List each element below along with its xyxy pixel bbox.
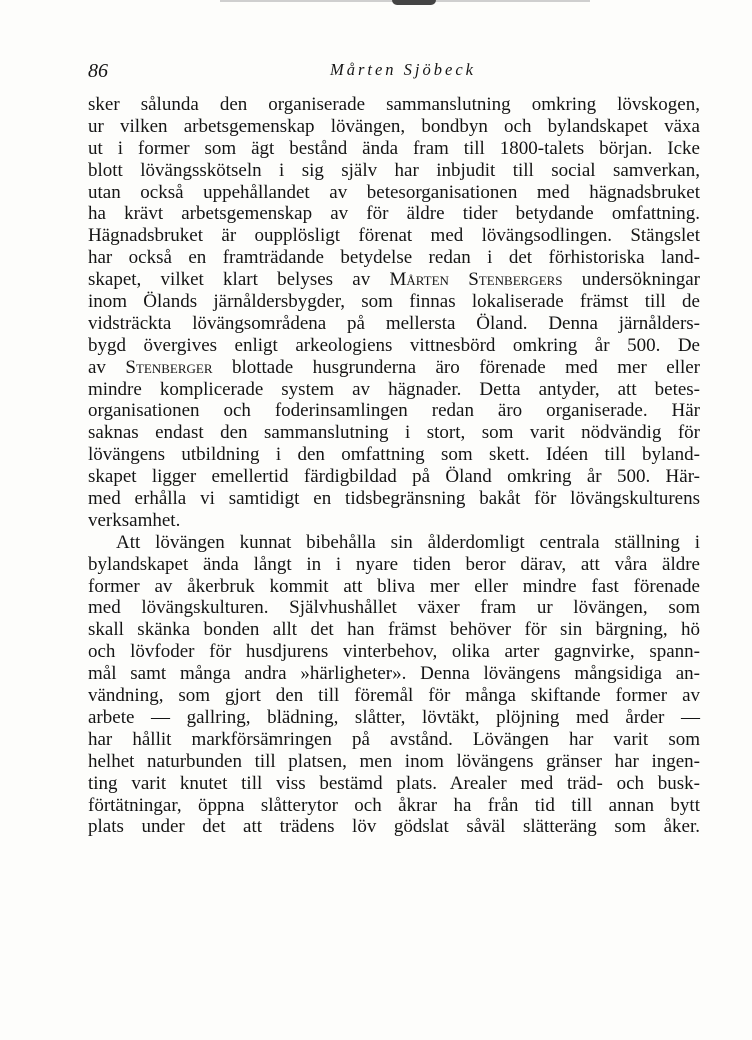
text-line: ur vilken arbetsgemenskap lövängen, bondbyn och bylandskapet växa [88, 115, 700, 137]
text-line: ting varit knutet till viss bestämd plats. Arealer med träd- och busk- [88, 772, 700, 794]
text-line: och lövfoder för husdjurens vinterbehov, olika arter gagnvirke, spann- [88, 641, 700, 663]
text-line: inom Ölands järnåldersbygder, som finnas lokaliserade främst till de [88, 291, 700, 313]
text-line: saknas endast den sammanslutning i stort, som varit nödvändig för [88, 422, 700, 444]
line-segment: blottade husgrunderna äro förenade med mer eller [212, 356, 700, 378]
text-line: har hållit markförsämringen på avstånd. Lövängen har varit som [88, 728, 700, 750]
text-line: bygd övergives enligt arkeologiens vittnesbörd omkring år 500. De [88, 334, 700, 356]
paragraph-2 [88, 532, 700, 838]
page-header [88, 60, 700, 86]
text-line: former av åkerbruk kommit att bliva mer eller mindre fast förenade [88, 575, 700, 597]
author-name: Stenberger [125, 356, 213, 378]
text-line: mål samt många andra »härligheter». Denna lövängens mångsidiga an- [88, 663, 700, 685]
paragraph-1 [88, 94, 700, 532]
text-line [88, 269, 700, 291]
running-head: Mårten Sjöbeck [329, 60, 476, 79]
text-line: utan också uppehållandet av betesorganisationen med hägnadsbruket [88, 181, 700, 203]
text-line: Att lövängen kunnat bibehålla sin ålderdomligt centrala ställning i [116, 531, 700, 553]
text-line: verksamhet. [88, 509, 181, 531]
text-line: skapet ligger emellertid färdigbildad på Öland omkring år 500. Här- [88, 466, 700, 488]
text-line: förtätningar, öppna slåtterytor och åkrar ha från tid till annan bytt [88, 794, 700, 816]
text-line: Hägnadsbruket är oupplösligt förenat med lövängsodlingen. Stängslet [88, 225, 700, 247]
line-segment: skapet, vilket klart belyses av [88, 269, 390, 291]
body-text [88, 94, 700, 838]
text-line: helhet naturbunden till platsen, men inom lövängens gränser har ingen- [88, 750, 700, 772]
text-line: vändning, som gjort den till föremål för många skiftande former av [88, 685, 700, 707]
text-line: sker sålunda den organiserade sammanslutning omkring lövskogen, [88, 94, 700, 115]
text-line: vidsträckta lövängsområdena på mellersta Öland. Denna järnålders- [88, 312, 700, 334]
text-line: organisationen och foderinsamlingen redan äro organiserade. Här [88, 400, 700, 422]
text-line: plats under det att trädens löv gödslat såväl slätteräng som åker. [88, 816, 700, 838]
text-line: med erhålla vi samtidigt en tidsbegränsning bakåt för lövängskulturens [88, 488, 700, 510]
text-line: med lövängskulturen. Självhushållet växer fram ur lövängen, som [88, 597, 700, 619]
text-line: har också en framträdande betydelse redan i det förhistoriska land- [88, 247, 700, 269]
line-segment: undersökningar [562, 269, 700, 291]
text-line [88, 357, 700, 379]
line-segment: av [88, 356, 126, 378]
text-line: ut i former som ägt bestånd ända fram till 1800-talets början. Icke [88, 137, 700, 159]
text-line: ha krävt arbetsgemenskap av för äldre tider betydande omfattning. [88, 203, 700, 225]
text-line: blott lövängsskötseln i sig själv har inbjudit till social samverkan, [88, 159, 700, 181]
page-number: 86 [88, 60, 108, 82]
text-line: mindre komplicerade system av hägnader. Detta antyder, att betes- [88, 378, 700, 400]
scan-smudge [392, 0, 436, 5]
text-line: skall skänka bonden allt det han främst behöver för sin bärgning, hö [88, 619, 700, 641]
text-line: arbete — gallring, blädning, slåtter, lövtäkt, plöjning med årder — [88, 706, 700, 728]
text-line: bylandskapet ända långt in i nyare tiden beror därav, att våra äldre [88, 553, 700, 575]
author-name: Mårten Stenbergers [389, 269, 563, 291]
text-line: lövängens utbildning i den omfattning som skett. Idéen till byland- [88, 444, 700, 466]
